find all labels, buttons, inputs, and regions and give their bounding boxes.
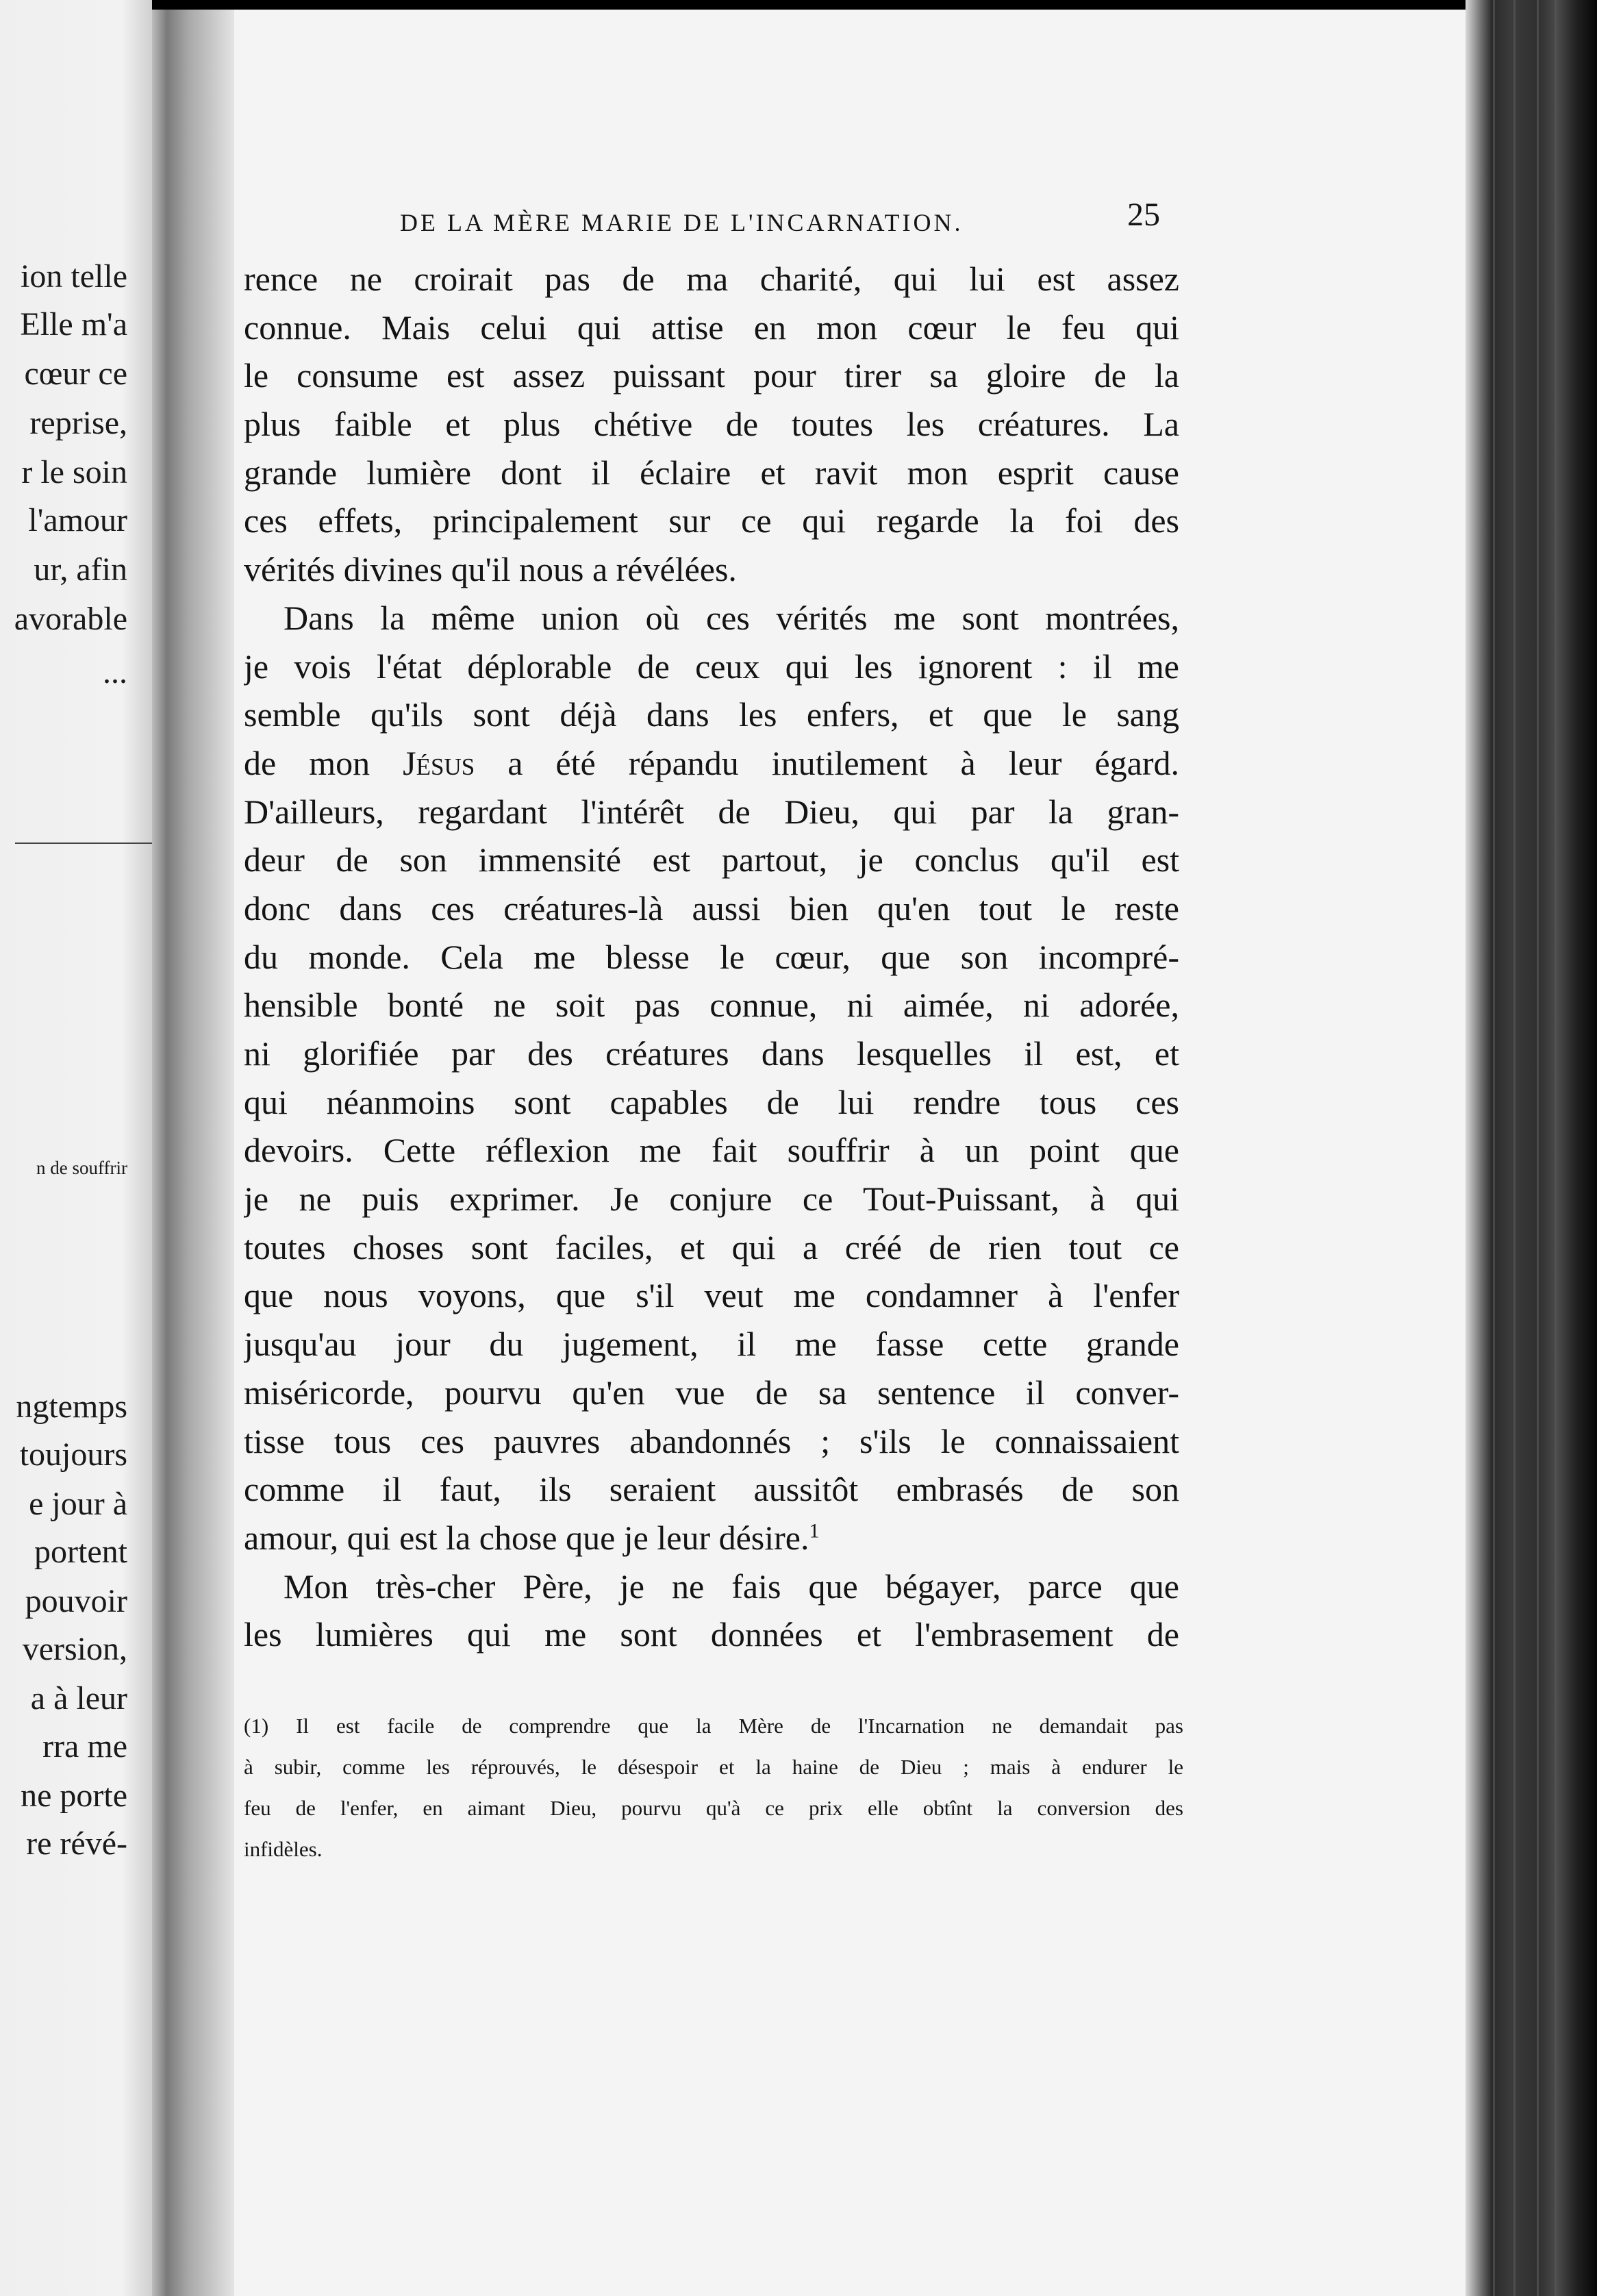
footnote-reference: 1	[809, 1519, 820, 1543]
text-line: grande lumière dont il éclaire et ravit mon esprit cause	[244, 453, 1179, 492]
text-line: le consume est assez puissant pour tirer sa gloire de la	[244, 356, 1179, 395]
previous-page-footnote-line: n de souffrir	[36, 1158, 127, 1178]
text-line: devoirs. Cette réflexion me fait souffrir à un point que	[244, 1131, 1179, 1170]
previous-page-line: reprise,	[29, 405, 127, 441]
running-title: DE LA MÈRE MARIE DE L'INCARNATION.	[400, 209, 964, 236]
text-line: vérités divines qu'il nous a révélées.	[244, 550, 737, 589]
previous-page-line: toujours	[19, 1436, 127, 1473]
text-line: hensible bonté ne soit pas connue, ni aimée, ni adorée,	[244, 986, 1179, 1025]
page-number: 25	[1127, 197, 1160, 233]
text-line: miséricorde, pourvu qu'en vue de sa sentence il conver-	[244, 1373, 1179, 1412]
text-line: qui néanmoins sont capables de lui rendre tous ces	[244, 1082, 1179, 1121]
text-line: rence ne croirait pas de ma charité, qui lui est assez	[244, 260, 1179, 298]
page-edges	[1466, 0, 1597, 2296]
text-line: tisse tous ces pauvres abandonnés ; s'ils le connaissaient	[244, 1421, 1179, 1460]
text-line: D'ailleurs, regardant l'intérêt de Dieu, qui par la gran-	[244, 792, 1179, 831]
footnote-line: feu de l'enfer, en aimant Dieu, pourvu qu'à ce prix elle obtînt la conversion des	[244, 1796, 1183, 1820]
previous-page-line: portent	[34, 1534, 127, 1570]
text-line: plus faible et plus chétive de toutes les créatures. La	[244, 405, 1179, 444]
previous-page-line: avorable	[14, 601, 127, 637]
paragraph-start-line: Dans la même union où ces vérités me sont montrées,	[284, 598, 1179, 637]
text-line: ni glorifiée par des créatures dans lesquelles il est, et	[244, 1034, 1179, 1073]
text-segment: a été répandu inutilement à leur égard.	[507, 743, 1179, 782]
text-line: les lumières qui me sont données et l'embrasement de	[244, 1615, 1179, 1654]
previous-page-line: rra me	[42, 1728, 127, 1764]
body-text	[244, 255, 1179, 1659]
text-segment: amour, qui est la chose que je leur désire.	[244, 1518, 809, 1557]
text-line: du monde. Cela me blesse le cœur, que son incompré-	[244, 937, 1179, 976]
text-segment: de mon	[244, 743, 370, 782]
previous-page-line: a à leur	[30, 1680, 127, 1717]
text-line: donc dans ces créatures-là aussi bien qu'en tout le reste	[244, 888, 1179, 927]
text-line: comme il faut, ils seraient aussitôt embrasés de son	[244, 1470, 1179, 1509]
text-line	[244, 739, 1179, 788]
footnote-line: (1) Il est facile de comprendre que la Mère de l'Incarnation ne demandait pas	[244, 1714, 1183, 1738]
previous-page-line: ...	[103, 654, 127, 690]
small-caps-name: Jésus	[403, 743, 475, 782]
footnote-line: infidèles.	[244, 1837, 323, 1861]
scan-top-border	[152, 0, 1467, 10]
previous-page-line: version,	[22, 1631, 127, 1667]
previous-page	[0, 0, 152, 2296]
previous-page-footnote-rule	[15, 843, 152, 844]
text-line: jusqu'au jour du jugement, il me fasse cette grande	[244, 1325, 1179, 1364]
footnote	[244, 1706, 1183, 1870]
footnote-line: à subir, comme les réprouvés, le désespoir et la haine de Dieu ; mais à endurer le	[244, 1755, 1183, 1779]
text-line: semble qu'ils sont déjà dans les enfers, et que le sang	[244, 695, 1179, 734]
text-line: deur de son immensité est partout, je conclus qu'il est	[244, 840, 1179, 879]
text-line: je vois l'état déplorable de ceux qui les ignorent : il me	[244, 647, 1179, 686]
previous-page-line: l'amour	[28, 502, 127, 538]
previous-page-line: ur, afin	[34, 551, 127, 588]
text-line: connue. Mais celui qui attise en mon cœur le feu qui	[244, 308, 1179, 347]
previous-page-line: e jour à	[29, 1486, 127, 1522]
text-line: je ne puis exprimer. Je conjure ce Tout-Puissant, à qui	[244, 1180, 1179, 1219]
text-line: que nous voyons, que s'il veut me condamner à l'enfer	[244, 1276, 1179, 1315]
previous-page-line: ne porte	[21, 1777, 127, 1814]
book-gutter-shadow	[152, 0, 234, 2296]
previous-page-line: re révé-	[26, 1825, 127, 1862]
previous-page-line: ion telle	[21, 258, 127, 295]
text-line	[244, 1514, 1179, 1562]
previous-page-line: cœur ce	[24, 355, 127, 392]
previous-page-line: Elle m'a	[20, 306, 127, 342]
text-line: toutes choses sont faciles, et qui a créé de rien tout ce	[244, 1227, 1179, 1266]
previous-page-line: r le soin	[21, 454, 127, 490]
paragraph-start-line: Mon très-cher Père, je ne fais que bégayer, parce que	[284, 1567, 1179, 1606]
previous-page-line: pouvoir	[25, 1583, 127, 1619]
previous-page-line: ngtemps	[16, 1388, 127, 1425]
text-line: ces effets, principalement sur ce qui regarde la foi des	[244, 501, 1179, 540]
